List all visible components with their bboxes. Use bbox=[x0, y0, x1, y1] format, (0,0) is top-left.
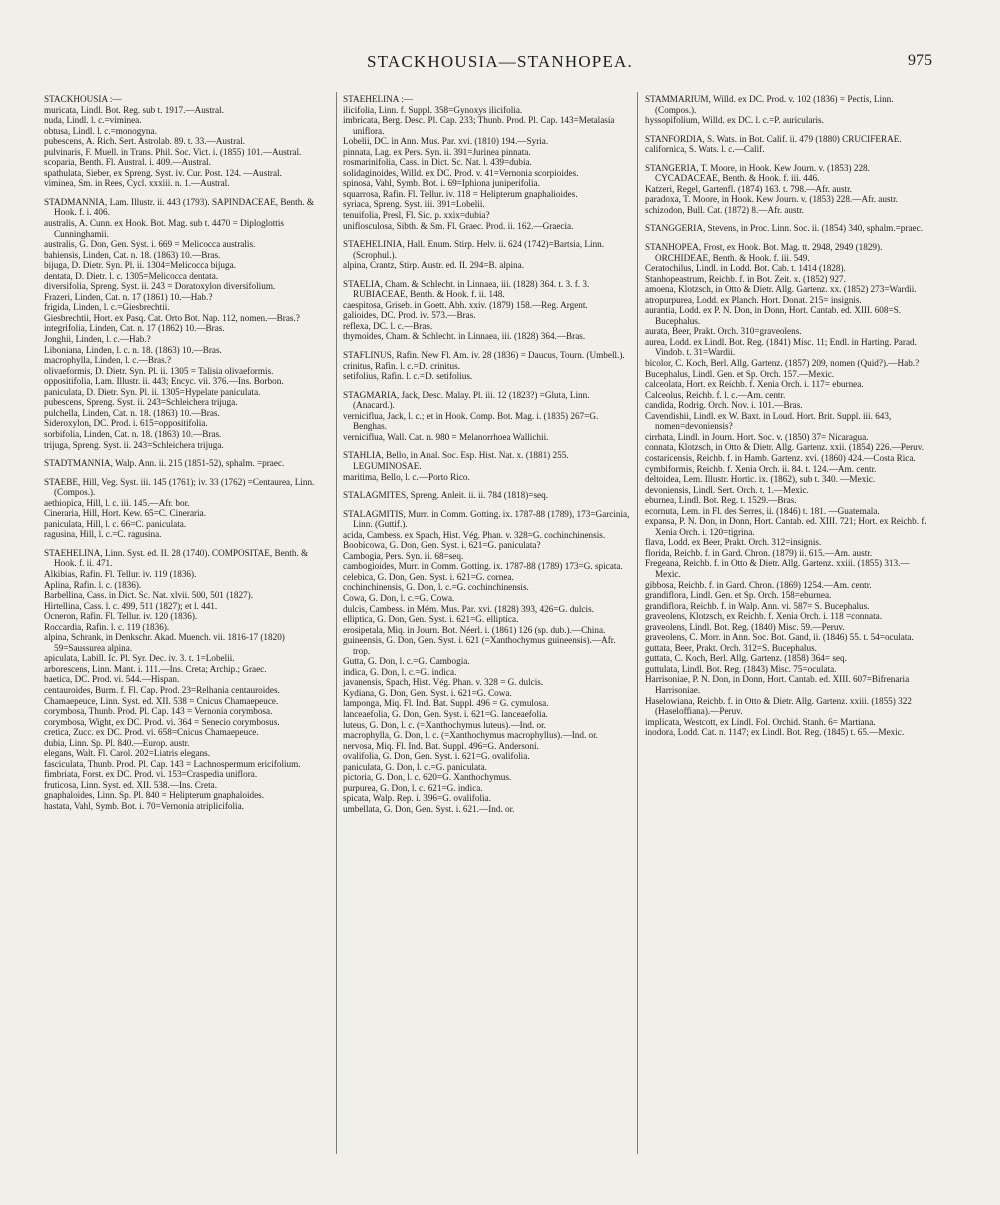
dictionary-entry bbox=[343, 390, 631, 443]
entry-line: Cowa, G. Don, l. c.=G. Cowa. bbox=[343, 592, 455, 603]
running-head: STACKHOUSIA—STANHOPEA. bbox=[367, 52, 633, 71]
entry-line: grandiflora, Reichb. f. in Walp. Ann. vi. 587= S. Bucephalus. bbox=[645, 600, 870, 611]
entry-line: aurata, Beer, Prakt. Orch. 310=graveolens. bbox=[645, 326, 802, 337]
entry-line: Kydiana, G. Don, Gen. Syst. i. 621=G. Cowa. bbox=[343, 687, 512, 698]
entry-line: Fregeana, Reichb. f. in Otto & Dietr. Allg. Gartenz. xxiii. (1855) 313.—Mexic. bbox=[645, 558, 910, 579]
entry-line: paniculata, Hill, l. c. 66=C. paniculata. bbox=[44, 518, 187, 529]
column-middle bbox=[343, 94, 631, 1194]
entry-line: Lobelii, DC. in Ann. Mus. Par. xvi. (1810) 194.—Syria. bbox=[343, 136, 549, 147]
entry-line: graveolens, Lindl. Bot. Reg. (1840) Misc. 59.—Peruv. bbox=[645, 621, 845, 632]
entry-heading: STALAGMITES, Spreng. Anleit. ii. ii. 784 (1818)=seq. bbox=[343, 490, 549, 501]
entry-line: Barbellina, Cass. in Dict. Sc. Nat. xlvii. 500, 501 (1827). bbox=[44, 590, 253, 601]
dictionary-entry bbox=[343, 350, 631, 382]
entry-line: pulchella, Linden, Cat. n. 18. (1863) 10.—Bras. bbox=[44, 407, 220, 418]
page-header bbox=[0, 50, 1000, 74]
entry-line: bahiensis, Linden, Cat. n. 18. (1863) 10.—Bras. bbox=[44, 249, 221, 260]
entry-line: centauroides, Burm. f. Fl. Cap. Prod. 23=Relhania centauroides. bbox=[44, 684, 280, 695]
entry-line: fruticosa, Linn. Syst. ed. XII. 538.—Ins. Creta. bbox=[44, 779, 218, 790]
entry-line: aurantia, Lodd. ex P. N. Don, in Donn, Hort. Cantab. ed. XIII. 608=S. Bucephalus. bbox=[645, 305, 902, 326]
entry-line: ovalifolia, G. Don, Gen. Syst. i. 621=G. ovalifolia. bbox=[343, 751, 530, 762]
entry-line: Haselowiana, Reichb. f. in Otto & Dietr. Allg. Gartenz. xxiii. (1855) 322 (Haseloffiana).—Peruv. bbox=[645, 695, 912, 717]
entry-line: schizodon, Bull. Cat. (1872) 8.—Afr. austr. bbox=[645, 204, 804, 215]
entry-line: cretica, Zucc. ex DC. Prod. vi. 658=Cnicus Chamaepeuce. bbox=[44, 727, 259, 738]
entry-line: Boobicowa, G. Don, Gen. Syst. i. 621=G. paniculata? bbox=[343, 540, 541, 551]
entry-line: integrifolia, Linden, Cat. n. 17 (1862) 10.—Bras. bbox=[44, 323, 225, 334]
entry-line: inodora, Lodd. Cat. n. 1147; ex Lindl. Bot. Reg. (1845) t. 65.—Mexic. bbox=[645, 727, 905, 738]
entry-line: calceolata, Hort. ex Reichb. f. Xenia Orch. i. 117= eburnea. bbox=[645, 379, 864, 390]
entry-line: macrophylla, G. Don, l. c. (=Xanthochymus macrophyllus).—Ind. or. bbox=[343, 730, 598, 741]
entry-line: lanceaefolia, G. Don, Gen. Syst. i. 621=G. lanceaefolia. bbox=[343, 708, 548, 719]
entry-line: umbellata, G. Don, Gen. Syst. i. 621.—Ind. or. bbox=[343, 803, 515, 814]
entry-line: hyssopifolium, Willd. ex DC. l. c.=P. auricularis. bbox=[645, 115, 824, 126]
entry-line: pubescens, A. Rich. Sert. Astrolab. 89. t. 33.—Austral. bbox=[44, 136, 246, 147]
entry-line: nuda, Lindl. l. c.=viminea. bbox=[44, 115, 142, 126]
entry-line: costaricensis, Reichb. f. in Hamb. Gartenz. xvi. (1860) 424.—Costa Rica. bbox=[645, 452, 916, 463]
entry-line: expansa, P. N. Don, in Donn, Hort. Cantab. ed. XIII. 721; Hort. ex Reichb. f. Xenia Orch. i. 120=tigrina. bbox=[645, 516, 927, 537]
entry-line: galioides, DC. Prod. iv. 573.—Bras. bbox=[343, 310, 476, 321]
entry-line: verniciflua, Wall. Cat. n. 980 = Melanorrhoea Wallichii. bbox=[343, 431, 549, 442]
entry-line: aurea, Lodd. ex Lindl. Bot. Reg. (1841) Misc. 11; Endl. in Harting. Parad. Vindob. t. 31=Wardii. bbox=[645, 336, 917, 358]
entry-line: graveolens, C. Morr. in Ann. Soc. Bot. Gand, ii. (1846) 55. t. 54=oculata. bbox=[645, 632, 914, 643]
entry-line: maritima, Bello, l. c.—Porto Rico. bbox=[343, 471, 470, 482]
entry-line: graveolens, Klotzsch, ex Reichb. f. Xenia Orch. i. 118 =connata. bbox=[645, 611, 883, 622]
entry-line: imbricata, Berg. Desc. Pl. Cap. 233; Thunb. Prod. Pl. Cap. 143=Metalasia uniflora. bbox=[343, 115, 615, 136]
dictionary-entry bbox=[44, 94, 332, 189]
entry-line: reflexa, DC. l. c.—Bras. bbox=[343, 320, 433, 331]
entry-heading: STACKHOUSIA :— bbox=[44, 94, 122, 104]
entry-line: javanensis, Spach, Hist. Vég. Phan. v. 328 = G. dulcis. bbox=[343, 677, 544, 688]
entry-heading: STAEHELINIA, Hall. Enum. Stirp. Helv. ii. 624 (1742)=Bartsia, Linn. (Scrophul.). bbox=[343, 239, 605, 260]
entry-line: ragusina, Hill, l. c.=C. ragusina. bbox=[44, 529, 162, 540]
entry-line: setifolius, Rafin. l. c.=D. setifolius. bbox=[343, 371, 473, 382]
entry-heading: STAHLIA, Bello, in Anal. Soc. Esp. Hist. Nat. x. (1881) 255. LEGUMINOSAE. bbox=[343, 450, 569, 471]
entry-heading: STAGMARIA, Jack, Desc. Malay. Pl. iii. 12 (1823?) =Gluta, Linn. (Anacard.). bbox=[343, 389, 590, 411]
entry-line: bicolor, C. Koch, Berl. Allg. Gartenz. (1857) 209, nomen (Quid?).—Hab.? bbox=[645, 358, 920, 369]
entry-line: corymbosa, Thunb. Prod. Pl. Cap. 143 = Vernonia corymbosa. bbox=[44, 706, 273, 717]
entry-line: acida, Cambess. ex Spach, Hist. Vég. Phan. v. 328=G. cochinchinensis. bbox=[343, 529, 606, 540]
dictionary-entry bbox=[44, 197, 332, 450]
entry-line: paradoxa, T. Moore, in Hook. Kew Journ. v. (1853) 228.—Afr. austr. bbox=[645, 194, 898, 205]
entry-line: squarrosa, Rafin. Fl. Tellur. iv. 118 = Helipterum gnaphalioides. bbox=[343, 188, 578, 199]
entry-line: Harrisoniae, P. N. Don, in Donn, Hort. Cantab. ed. XIII. 607=Bifrenaria Harrisoniae. bbox=[645, 674, 910, 695]
entry-line: Ceratochilus, Lindl. in Lodd. Bot. Cab. t. 1414 (1828). bbox=[645, 263, 846, 274]
entry-line: paniculata, D. Dietr. Syn. Pl. ii. 1305=Hypelate paniculata. bbox=[44, 386, 261, 397]
entry-line: Ocneron, Rafin. Fl. Tellur. iv. 120 (1836). bbox=[44, 611, 198, 622]
entry-heading: STAEHELINA :— bbox=[343, 94, 413, 104]
entry-line: guttulata, Lindl. Bot. Reg. (1843) Misc. 75=oculata. bbox=[645, 663, 837, 674]
entry-line: thymoides, Cham. & Schlecht. in Linnaea, iii. (1828) 364.—Bras. bbox=[343, 331, 586, 342]
entry-line: guttata, Beer, Prakt. Orch. 312=S. Bucephalus. bbox=[645, 642, 817, 653]
entry-heading: STAFLINUS, Rafin. New Fl. Am. iv. 28 (1836) = Daucus, Tourn. (Umbell.). bbox=[343, 350, 625, 361]
entry-line: frigida, Linden, l. c.=Giesbrechtii. bbox=[44, 302, 170, 313]
entry-line: obtusa, Lindl. l. c.=monogyna. bbox=[44, 125, 157, 136]
entry-line: spathulata, Sieber, ex Spreng. Syst. iv. Cur. Post. 124. —Austral. bbox=[44, 167, 282, 178]
entry-line: baetica, DC. Prod. vi. 544.—Hispan. bbox=[44, 674, 180, 685]
entry-line: amoena, Klotzsch, in Otto & Dietr. Allg. Gartenz. xx. (1852) 273=Wardii. bbox=[645, 284, 917, 295]
entry-line: cochinchinensis, G. Don, l. c.=G. cochinchinensis. bbox=[343, 582, 529, 593]
dictionary-entry bbox=[343, 279, 631, 342]
entry-line: candida, Rodrig. Orch. Nov. i. 101.—Bras. bbox=[645, 400, 803, 411]
dictionary-entry bbox=[645, 242, 933, 738]
entry-heading: STAMMARIUM, Willd. ex DC. Prod. v. 102 (1836) = Pectis, Linn. (Compos.). bbox=[645, 94, 894, 115]
entry-line: Hirtellina, Cass. l. c. 499, 511 (1827); et l. 441. bbox=[44, 600, 218, 611]
entry-line: Stanhopeastrum, Reichb. f. in Bot. Zeit. x. (1852) 927. bbox=[645, 273, 846, 284]
entry-line: pubescens, Spreng. Syst. ii. 243=Schleichera trijuga. bbox=[44, 397, 238, 408]
dictionary-entry bbox=[343, 490, 631, 501]
entry-line: Bucephalus, Lindl. Gen. et Sp. Orch. 157.—Mexic. bbox=[645, 368, 835, 379]
entry-line: Aplina, Rafin. l. c. (1836). bbox=[44, 579, 142, 590]
entry-line: guineensis, G. Don, Gen. Syst. i. 621 (=Xanthochymus guineensis).—Afr. trop. bbox=[343, 635, 616, 656]
entry-line: lamponga, Miq. Fl. Ind. Bat. Suppl. 496 = G. cymulosa. bbox=[343, 698, 549, 709]
entry-line: guttata, C. Koch, Berl. Allg. Gartenz. (1858) 364= seq. bbox=[645, 653, 847, 664]
entry-line: californica, S. Wats. l. c.—Calif. bbox=[645, 144, 765, 155]
entry-line: Chamaepeuce, Linn. Syst. ed. XII. 538 = Cnicus Chamaepeuce. bbox=[44, 695, 279, 706]
entry-line: pulvinaris, F. Muell. in Trans. Phil. Soc. Vict. i. (1855) 101.—Austral. bbox=[44, 146, 302, 157]
entry-heading: STAEBE, Hill, Veg. Syst. iii. 145 (1761); iv. 33 (1762) =Centaurea, Linn. (Compos.). bbox=[44, 476, 315, 498]
entry-line: Cavendishii, Lindl. ex W. Baxt. in Loud. Hort. Brit. Suppl. iii. 643, nomen=devoniensis? bbox=[645, 410, 892, 432]
entry-line: viminea, Sm. in Rees, Cycl. xxxiii. n. 1.—Austral. bbox=[44, 178, 230, 189]
dictionary-entry bbox=[645, 134, 933, 155]
entry-heading: STADMANNIA, Lam. Illustr. ii. 443 (1793). SAPINDACEAE, Benth. & Hook. f. i. 406. bbox=[44, 196, 315, 218]
entry-line: australis, G. Don, Gen. Syst. i. 669 = Melicocca australis. bbox=[44, 239, 256, 250]
entry-line: aethiopica, Hill, l. c. iii. 145.—Afr. bor. bbox=[44, 497, 190, 508]
entry-line: luteus, G. Don, l. c. (=Xanthochymus luteus).—Ind. or. bbox=[343, 719, 546, 730]
entry-line: eburnea, Lindl. Bot. Reg. t. 1529.—Bras. bbox=[645, 495, 797, 506]
column-left bbox=[44, 94, 332, 1194]
entry-line: cymbiformis, Reichb. f. Xenia Orch. ii. 84. t. 124.—Am. centr. bbox=[645, 463, 877, 474]
entry-heading: STANHOPEA, Frost, ex Hook. Bot. Mag. tt. 2948, 2949 (1829). ORCHIDEAE, Benth. & Hook. f. iii. 549. bbox=[645, 242, 883, 263]
entry-line: syriaca, Spreng. Syst. iii. 391=Lobelii. bbox=[343, 199, 485, 210]
entry-line: hastata, Vahl, Symb. Bot. i. 70=Vernonia atriplicifolia. bbox=[44, 801, 244, 811]
entry-line: florida, Reichb. f. in Gard. Chron. (1879) ii. 615.—Am. austr. bbox=[645, 547, 873, 558]
entry-line: verniciflua, Jack, l. c.; et in Hook. Comp. Bot. Mag. i. (1835) 267=G. Benghas. bbox=[343, 410, 599, 432]
entry-line: dulcis, Cambess. in Mém. Mus. Par. xvi. (1828) 393, 426=G. dulcis. bbox=[343, 603, 594, 614]
entry-line: elliptica, G. Don, Gen. Syst. i. 621=G. elliptica. bbox=[343, 614, 519, 625]
entry-line: flava, Lodd. ex Beer, Prakt. Orch. 312=insignis. bbox=[645, 537, 822, 548]
dictionary-entry bbox=[343, 239, 631, 271]
entry-line: fasciculata, Thunb. Prod. Pl. Cap. 143 = Lachnospermum ericifolium. bbox=[44, 758, 301, 769]
entry-line: diversifolia, Spreng. Syst. ii. 243 = Doratoxylon diversifolium. bbox=[44, 281, 276, 292]
entry-line: connata, Klotzsch, in Otto & Dietr. Allg. Gartenz. xxii. (1854) 226.—Peruv. bbox=[645, 442, 925, 453]
dictionary-entry bbox=[343, 509, 631, 815]
entry-line: muricata, Lindl. Bot. Reg. sub t. 1917.—Austral. bbox=[44, 104, 224, 115]
column-divider bbox=[637, 92, 638, 1154]
entry-line: tenuifolia, Presl, Fl. Sic. p. xxix=dubia? bbox=[343, 210, 490, 221]
entry-line: caespitosa, Griseb. in Goett. Abh. xxiv. (1879) 158.—Reg. Argent. bbox=[343, 299, 588, 310]
dictionary-entry bbox=[44, 477, 332, 540]
entry-line: Cambogia, Pers. Syn. ii. 68=seq. bbox=[343, 550, 464, 561]
entry-line: nervosa, Miq. Fl. Ind. Bat. Suppl. 496=G. Andersoni. bbox=[343, 740, 539, 751]
entry-line: pictoria, G. Don, l. c. 620=G. Xanthochymus. bbox=[343, 772, 512, 783]
entry-line: Giesbrechtii, Hort. ex Pasq. Cat. Orto Bot. Nap. 112, nomen.—Bras.? bbox=[44, 312, 300, 323]
entry-line: atropurpurea, Lodd. ex Planch. Hort. Donat. 215= insignis. bbox=[645, 294, 862, 305]
entry-line: macrophylla, Linden, l. c.—Bras.? bbox=[44, 355, 172, 366]
entry-line: purpurea, G. Don, l. c. 621=G. indica. bbox=[343, 782, 483, 793]
entry-line: erosipetala, Miq. in Journ. Bot. Néerl. i. (1861) 126 (sp. dub.).—China. bbox=[343, 624, 606, 635]
column-divider bbox=[336, 92, 337, 1154]
entry-heading: STANFORDIA, S. Wats. in Bot. Calif. ii. 479 (1880) CRUCIFERAE. bbox=[645, 133, 902, 144]
entry-line: grandiflora, Lindl. Gen. et Sp. Orch. 158=eburnea. bbox=[645, 590, 832, 601]
entry-line: fimbriata, Forst. ex DC. Prod. vi. 153=Craspedia uniflora. bbox=[44, 769, 258, 780]
entry-line: Gutta, G. Don, l. c.=G. Cambogia. bbox=[343, 656, 470, 667]
entry-line: cirrhata, Lindl. in Journ. Hort. Soc. v. (1850) 37= Nicaragua. bbox=[645, 431, 869, 442]
entry-line: uniflosculosa, Sibth. & Sm. Fl. Graec. Prod. ii. 162.—Graecia. bbox=[343, 220, 574, 231]
entry-line: indica, G. Don, l. c.=G. indica. bbox=[343, 666, 457, 677]
entry-line: cambogioides, Murr. in Comm. Gotting. ix. 1787-88 (1789) 173=G. spicata. bbox=[343, 561, 623, 572]
entry-line: corymbosa, Wight, ex DC. Prod. vi. 364 = Senecio corymbosus. bbox=[44, 716, 280, 727]
entry-line: Cineraria, Hill, Hort. Kew. 65=C. Cineraria. bbox=[44, 508, 207, 519]
entry-line: gibbosa, Reichb. f. in Gard. Chron. (1869) 1254.—Am. centr. bbox=[645, 579, 872, 590]
entry-line: Roccardia, Rafin. l. c. 119 (1836). bbox=[44, 621, 170, 632]
entry-line: Frazeri, Linden, Cat. n. 17 (1861) 10.—Hab.? bbox=[44, 291, 213, 302]
entry-line: elegans, Walt. Fl. Carol. 202=Liatris elegans. bbox=[44, 748, 211, 759]
entry-line: dubia, Linn. Sp. Pl. 840.—Europ. austr. bbox=[44, 737, 190, 748]
entry-line: crinitus, Rafin. l. c.=D. crinitus. bbox=[343, 360, 460, 371]
entry-line: gnaphaloides, Linn. Sp. Pl. 840 = Helipterum gnaphaloides. bbox=[44, 790, 265, 801]
entry-line: olivaeformis, D. Dietr. Syn. Pl. ii. 1305 = Talisia olivaeformis. bbox=[44, 365, 274, 376]
entry-line: australis, A. Cunn. ex Hook. Bot. Mag. sub t. 4470 = Diploglottis Cunninghamii. bbox=[44, 218, 284, 239]
dictionary-entry bbox=[645, 223, 933, 234]
entry-line: spicata, Walp. Rep. i. 396=G. ovalifolia. bbox=[343, 793, 491, 804]
entry-line: celebica, G. Don, Gen. Syst. i. 621=G. cornea. bbox=[343, 571, 514, 582]
entry-line: Liboniana, Linden, l. c. n. 18. (1863) 10.—Bras. bbox=[44, 344, 222, 355]
entry-line: implicata, Westcott, ex Lindl. Fol. Orchid. Stanh. 6= Martiana. bbox=[645, 716, 876, 727]
entry-heading: STANGGERIA, Stevens, in Proc. Linn. Soc. ii. (1854) 340, sphalm.=praec. bbox=[645, 223, 923, 234]
entry-line: dentata, D. Dietr. l. c. 1305=Melicocca dentata. bbox=[44, 270, 219, 281]
entry-line: sorbifolia, Linden, Cat. n. 18. (1863) 10.—Bras. bbox=[44, 428, 222, 439]
entry-line: bijuga, D. Dietr. Syn. Pl. ii. 1304=Melicocca bijuga. bbox=[44, 260, 236, 271]
entry-line: ecornuta, Lem. in Fl. des Serres, ii. (1846) t. 181. —Guatemala. bbox=[645, 505, 880, 516]
dictionary-entry bbox=[44, 548, 332, 812]
entry-line: arborescens, Linn. Mant. i. 111.—Ins. Creta; Archip.; Graec. bbox=[44, 663, 267, 674]
entry-line: pinnata, Lag. ex Pers. Syn. ii. 391=Jurinea pinnata. bbox=[343, 146, 531, 157]
entry-heading: STANGERIA, T. Moore, in Hook. Kew Journ. v. (1853) 228. CYCADACEAE, Benth. & Hook. f. iii. 446. bbox=[645, 162, 870, 184]
entry-line: Calceolus, Reichb. f. l. c.—Am. centr. bbox=[645, 389, 786, 400]
entry-line: rosmarinifolia, Cass. in Dict. Sc. Nat. l. 439=dubia. bbox=[343, 157, 532, 168]
entry-line: Katzeri, Regel, Gartenfl. (1874) 163. t. 798.—Afr. austr. bbox=[645, 183, 852, 194]
entry-line: oppositifolia, Lam. Illustr. ii. 443; Encyc. vii. 376.—Ins. Borbon. bbox=[44, 376, 284, 387]
entry-line: ilicifolia, Linn. f. Suppl. 358=Gynoxys ilicifolia. bbox=[343, 104, 523, 115]
entry-line: apiculata, Labill. Ic. Pl. Syr. Dec. iv. 3. t. 1=Lobelii. bbox=[44, 653, 235, 664]
entry-line: Sideroxylon, DC. Prod. i. 615=oppositifolia. bbox=[44, 418, 208, 429]
entry-line: deltoidea, Lem. Illustr. Hortic. ix. (1862), sub t. 340. —Mexic. bbox=[645, 474, 876, 485]
entry-line: paniculata, G. Don, l. c.=G. paniculata. bbox=[343, 761, 487, 772]
entry-line: devoniensis, Lindl. Sert. Orch. t. 1.—Mexic. bbox=[645, 484, 809, 495]
entry-line: Jonghii, Linden, l. c.—Hab.? bbox=[44, 334, 151, 345]
dictionary-entry bbox=[44, 458, 332, 469]
dictionary-entry bbox=[645, 94, 933, 126]
entry-heading: STAELIA, Cham. & Schlecht. in Linnaea, iii. (1828) 364. t. 3. f. 3. RUBIACEAE, Benth. & Hook. f. ii. 148. bbox=[343, 278, 590, 300]
entry-line: alpina, Crantz, Stirp. Austr. ed. II. 294=B. alpina. bbox=[343, 260, 524, 271]
column-right bbox=[645, 94, 933, 1194]
dictionary-entry bbox=[645, 163, 933, 216]
entry-line: scoparia, Benth. Fl. Austral. i. 409.—Austral. bbox=[44, 157, 211, 168]
page-number: 975 bbox=[908, 52, 932, 69]
entry-line: trijuga, Spreng. Syst. ii. 243=Schleichera trijuga. bbox=[44, 439, 224, 450]
entry-heading: STADTMANNIA, Walp. Ann. ii. 215 (1851-52), sphalm. =praec. bbox=[44, 458, 285, 469]
dictionary-entry bbox=[343, 450, 631, 482]
entry-line: spinosa, Vahl, Symb. Bot. i. 69=Iphiona juniperifolia. bbox=[343, 178, 540, 189]
entry-heading: STAEHELINA, Linn. Syst. ed. II. 28 (1740). COMPOSITAE, Benth. & Hook. f. ii. 471. bbox=[44, 547, 309, 569]
dictionary-entry bbox=[343, 94, 631, 231]
entry-heading: STALAGMITIS, Murr. in Comm. Gotting. ix. 1787-88 (1789), 173=Garcinia, Linn. (Guttif.). bbox=[343, 508, 630, 530]
entry-line: Alkibias, Rafin. Fl. Tellur. iv. 119 (1836). bbox=[44, 568, 197, 579]
entry-line: alpina, Schrank, in Denkschr. Akad. Muench. vii. 1816-17 (1820) 59=Saussurea alpina. bbox=[44, 632, 285, 653]
entry-line: solidaginoides, Willd. ex DC. Prod. v. 41=Vernonia scorpioides. bbox=[343, 167, 579, 178]
